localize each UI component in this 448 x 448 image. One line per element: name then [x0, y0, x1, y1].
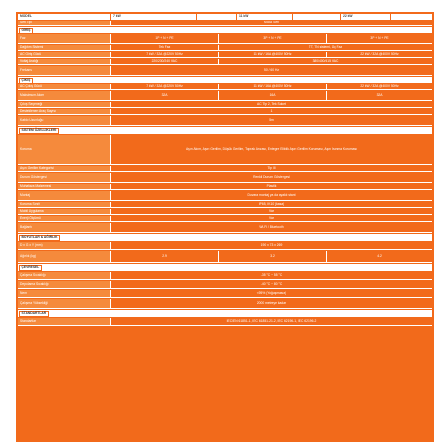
section-boyut [18, 234, 432, 241]
model-header: MODEL [18, 14, 110, 20]
row-enerji: Enerji Ölçümü Var [18, 216, 432, 222]
row-asiri-gerilim: Aşırı Gerilim Kategorisi Tip III [18, 166, 432, 172]
row-mobil: Mobil Uygulama Var [18, 209, 432, 215]
row-montaj: Montaj Duvara montaj ya da ayaklı stant [18, 191, 432, 201]
section-cevresel [18, 264, 432, 271]
section-tag-boyut: BOYUTLAR & AĞIRLIK [19, 235, 60, 241]
row-baglanti: Bağlantı Wi-Fi / Bluetooth [18, 223, 432, 233]
section-cikis [18, 77, 432, 83]
row-muhafaza: Muhafaza Malzemesi Plastik [18, 184, 432, 190]
row-cikis-secenek: Çıkış Seçeneği AC Tip 2, Tek Soket [18, 102, 432, 108]
section-standartlar [18, 310, 432, 317]
col-22kw-header: 22 kW [340, 14, 390, 20]
section-sistem [18, 127, 432, 134]
row-kablo: Kablo Uzunluğu 5m [18, 116, 432, 126]
row-seri-tipi: Seri Tipi Mod3 Seri [18, 21, 432, 26]
row-akim: Maksimum Akım 32A 16A 32A [18, 91, 432, 101]
row-voltaj: Voltaj Aralığı 220/230/240 VAC 380/400/415 VAC [18, 59, 432, 65]
section-tag-giris: GİRİŞ [19, 28, 33, 34]
row-depolama: Depolama Sıcaklığı -40 °C ~ 80 °C [18, 281, 432, 289]
col-7kw-header: 7 kW [110, 14, 196, 20]
table-header [18, 14, 432, 20]
section-tag-standartlar: STANDARTLAR [19, 311, 49, 317]
row-calisma-sicaklik: Çalışma Sıcaklığı -35 °C ~ 55 °C [18, 272, 432, 280]
row-nem: Nem <95% (Yoğuşmasız) [18, 290, 432, 298]
row-koruma-sinifi: Koruma Sınıfı IP65, IK10 (kasa) [18, 202, 432, 208]
row-faz: Faz 1P + N + PE 3P + N + PE 3P + N + PE [18, 34, 432, 44]
row-standartlar: Standartlar IEC/EN 61851-1, IEC 61851-21-2, IEC 62196-1, IEC 62196-2 [18, 318, 432, 326]
spec-sheet [16, 12, 434, 442]
section-tag-cevresel: ÇEVRESEL [19, 265, 42, 271]
row-ac-cikis: AC Çıkış Gücü 7 kW / 32A @220V 50Hz 11 kW / 16A @400V 50Hz 22 kW / 32A @400V 50Hz [18, 84, 432, 90]
section-giris [18, 27, 432, 33]
row-dest-sayisi: Desteklenen Araç Sayısı 1 [18, 109, 432, 115]
row-durum: Durum Göstergesi Renkli Durum Göstergesi [18, 173, 432, 183]
section-tag-sistem: SİSTEM ÖZELLİKLERİ [19, 128, 59, 134]
row-dxyh: D x G x Y (mm) 190 x 73 x 269 [18, 242, 432, 250]
row-ac-giris: AC Giriş Gücü 7 kW / 32A @220V 50Hz 11 kW / 16A @400V 50Hz 22 kW / 32A @400V 50Hz [18, 52, 432, 58]
row-agirlik: Ağırlık (kg) 2.9 3.2 4.2 [18, 251, 432, 263]
col-11kw-header: 11 kW [236, 14, 292, 20]
row-yukseklik: Çalışma Yüksekliği 2000 metreye kadar [18, 299, 432, 309]
row-frekans: Frekans 50 / 60 Hz [18, 66, 432, 76]
row-dagitim: Dağıtım Sistemi Tek Faz TT, TN sistemi, Üç Faz [18, 45, 432, 51]
section-tag-cikis: ÇIKIŞ [19, 78, 33, 84]
row-koruma: Koruma Aşırı Akım, Aşırı Gerilim, Düşük Gerilim, Toprak Arızası, Entegre Eliktik Aşırı Gerilim Koruması, Aşırı Isınma Koruması [18, 135, 432, 165]
